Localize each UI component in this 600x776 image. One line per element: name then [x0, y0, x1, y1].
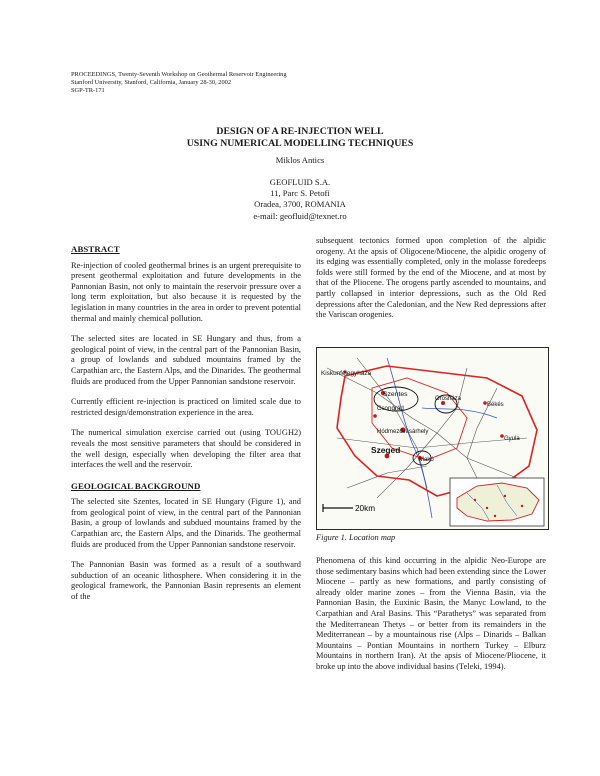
author-affiliation [0, 177, 600, 222]
figure-caption: Figure 1. Location map [316, 533, 396, 542]
affiliation-street: 11, Parc S. Petofi [270, 188, 330, 199]
report-number: SGP-TR-171 [71, 87, 105, 95]
proceedings-line: PROCEEDINGS, Twenty-Seventh Workshop on Geothermal Reservoir Engineering [71, 71, 287, 78]
label-szeged: Szeged [371, 445, 401, 455]
inset-map [450, 478, 544, 526]
title-line-1: DESIGN OF A RE-INJECTION WELL [216, 126, 384, 137]
label-szentes: Szentes [383, 391, 408, 398]
label-oroshaza: Orosháza [435, 396, 462, 402]
affiliation-email: e-mail: geofluid@texnet.ro [253, 210, 347, 221]
label-csongrad: Csongrád [377, 405, 404, 412]
proceedings-header [71, 71, 371, 96]
affiliation-org: GEOFLUID S.A. [269, 177, 331, 187]
label-mako: Makó [419, 457, 434, 463]
right-column [316, 236, 546, 331]
left-column [71, 244, 301, 613]
abstract-heading: ABSTRACT [71, 244, 120, 254]
venue-line: Stanford University, Stanford, California, January 28-30, 2002 [71, 79, 232, 87]
label-kiskunfelegyhaza: Kiskunfélegyháza [321, 370, 372, 377]
right-column-lower [316, 556, 546, 683]
location-map-figure [316, 347, 549, 530]
geological-paragraph: The Pannonian Basin was formed as a result of a southward subduction of an oceanic lithosphere. When considering it in the geological framework, the Pannonian Basin represents an element of the [71, 560, 301, 602]
label-bekes: Békés [487, 402, 504, 408]
affiliation-city: Oradea, 3700, ROMANIA [254, 199, 346, 210]
geological-paragraph: The selected site Szentes, located in SE Hungary (Figure 1), and from geological point of view, in the central part of the Pannonian Basin, a group of lowlands and subdued mountains framed by the Carpathian arc, the Eastern Alps, and the Dinarids. The geothermal fluids are produced from the Upper Pannonian sandstone reservoir. [71, 497, 301, 549]
geological-heading: GEOLOGICAL BACKGROUND [71, 480, 201, 491]
abstract-paragraph: Re-injection of cooled geothermal brines is an urgent prerequisite to present geothermal exploitation and future developments in the Pannonian Basin, not only to maintain the reservoir pressure over a long term exploitation, but also because it is requested by the legislation in many countries in the area in order to prevent potential thermal and mainly chemical pollution. [71, 260, 301, 323]
paper-title [0, 126, 600, 149]
phenomena-paragraph: Phenomena of this kind occurring in the alpidic Neo-Europe are those sedimentary basins which had been extending since the Lower Miocene – partly as new formations, and partly consisting of already older marine zones – from the Vienna Basin, via the Pannonian Basin, the Euxinic Basin, the Manyc Lowland, to the Carpathian and Aral Basins. This “Parathetys” was separated from the Mediterranean Thetys – or better from its remainders in the Mediterranean – by a mountainous rise (Alps – Dinarids – Balkan Mountains – Pontian Mountains in northern Turkey – Elburz Mountains in northern Iran). At the apsis of Miocene/Pliocene, it broke up into the above individual basins (Teleki, 1994). [316, 556, 546, 671]
abstract-paragraph: The numerical simulation exercise carried out (using TOUGH2) reveals the most sensitive parameters that should be considered in the well design, especially when developing the filter area that interfaces the well and the reservoir. [71, 428, 301, 470]
abstract-paragraph: Currently efficient re-injection is practiced on limited scale due to restricted design/demonstration experience in the area. [71, 397, 301, 417]
label-gyula: Gyula [504, 436, 520, 442]
title-line-2: USING NUMERICAL MODELLING TECHNIQUES [186, 137, 414, 149]
label-hodmezovasarhely: Hódmezővásárhely [377, 429, 429, 435]
location-map [317, 348, 548, 529]
abstract-paragraph: The selected sites are located in SE Hungary and thus, from a geological point of view, in the central part of the Pannonian Basin, a group of lowlands and subdued mountains framed by the Carpathian arc, the Eastern Alps, and the Dinarides. The geothermal fluids are produced from the Upper Pannonian sandstone reservoir. [71, 334, 301, 386]
tectonics-paragraph: subsequent tectonics formed upon completion of the alpidic orogeny. At the apsis of Oligocene/Miocene, the alpidic orogeny of its edging was essentially completed, only in the molasse foredeeps folds were still formed by the end of the Miocene, and at most by that of the Pliocene. The orogens partly ascended to mountains, and partly collapsed in interior depressions, such as the Old Red depressions after the Caledonian, and the New Red depressions after the Variscan orogenies. [316, 236, 546, 320]
scale-label: 20km [355, 504, 376, 513]
author-name: Miklos Antics [275, 155, 325, 165]
